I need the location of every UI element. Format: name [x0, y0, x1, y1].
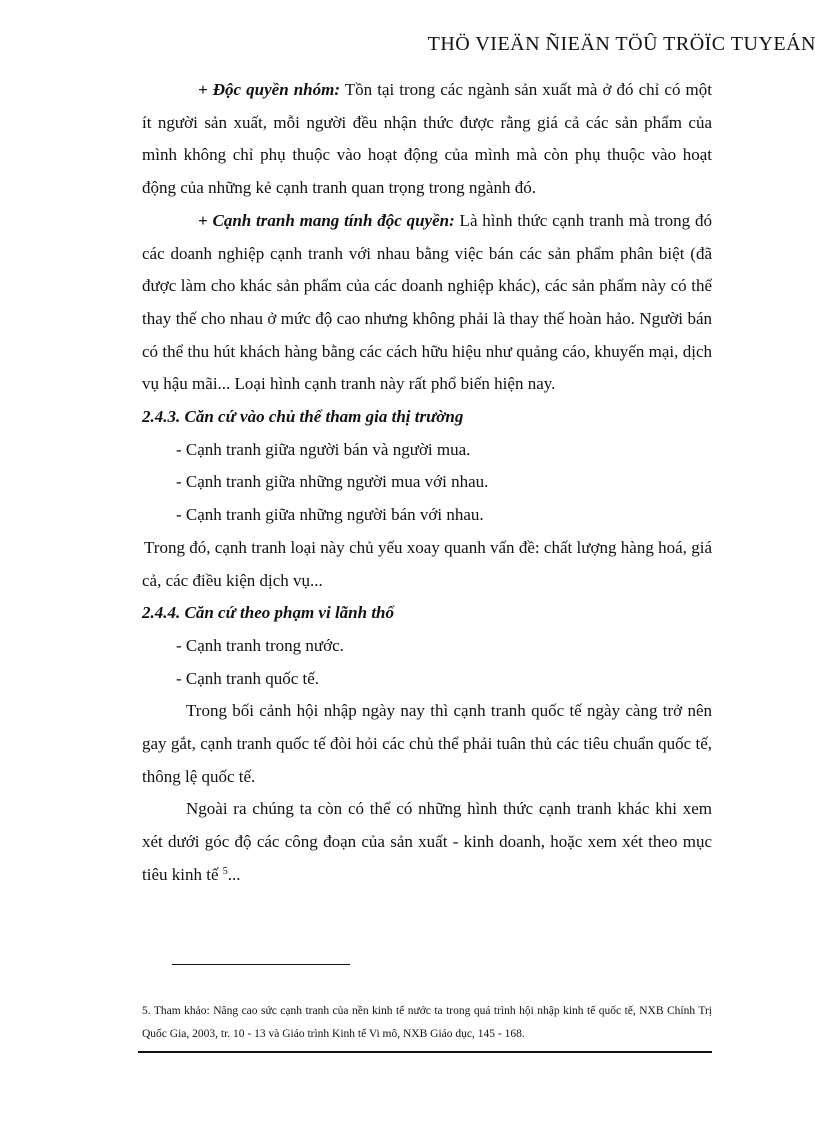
term-oligopoly: + Độc quyền nhóm: [198, 80, 341, 99]
section-heading-2-4-3: 2.4.3. Căn cứ vào chủ thể tham gia thị trường [142, 407, 464, 427]
document-body [142, 74, 712, 892]
list-item: - Cạnh tranh giữa những người mua với nhau. [176, 472, 489, 492]
other-forms-text: Ngoài ra chúng ta còn có thể có những hình thức cạnh tranh khác khi xem xét dưới góc độ các công đoạn của sản xuất - kinh doanh, hoặc xem xét theo mục tiêu kinh tế [142, 799, 712, 884]
oligopoly-definition: Tồn tại trong các ngành sản xuất mà ở đó chỉ có một ít người sản xuất, mỗi người đều nhận thức được rằng giá cả các sản phẩm của mình không chỉ phụ thuộc vào hoạt động của mình mà còn phụ thuộc vào hoạt động của những kẻ cạnh tranh quan trọng trong ngành đó. [142, 80, 712, 198]
page-bottom-rule [138, 1051, 712, 1053]
paragraph-oligopoly [142, 74, 712, 205]
paragraph-other-forms [142, 793, 712, 891]
footnote: 5. Tham khảo: Nâng cao sức cạnh tranh của nền kinh tế nước ta trong quá trình hội nhập kinh tế quốc tế, NXB Chính Trị Quốc Gia, 2003, tr. 10 - 13 và Giáo trình Kinh tế Vi mô, NXB Giáo dục, 145 - 168. [142, 1005, 712, 1040]
term-monopolistic-competition: + Cạnh tranh mang tính độc quyền: [198, 210, 455, 230]
footnote-reference[interactable]: 5 [222, 865, 228, 877]
list-item: - Cạnh tranh quốc tế. [176, 668, 320, 688]
paragraph-monopolistic-competition [142, 205, 712, 401]
page-header: THÖ VIEÄN ÑIEÄN TÖÛ TRÖÏC TUYEÁN [427, 33, 816, 55]
list-item: - Cạnh tranh giữa những người bán với nhau. [176, 505, 484, 525]
list-item: - Cạnh tranh giữa người bán và người mua. [176, 439, 471, 459]
paragraph-international-competition: Trong bối cảnh hội nhập ngày nay thì cạnh tranh quốc tế ngày càng trở nên gay gắt, cạnh tranh quốc tế đòi hỏi các chủ thể phải tuân thủ các tiêu chuẩn quốc tế, thông lệ quốc tế. [142, 701, 712, 786]
list-item: - Cạnh tranh trong nước. [176, 635, 344, 655]
monopolistic-competition-definition: Là hình thức cạnh tranh mà trong đó các doanh nghiệp cạnh tranh với nhau bằng việc bán các sản phẩm phân biệt (đã được làm cho khác sản phẩm của các doanh nghiệp khác), các sản phẩm này có thể thay thế cho nhau ở mức độ cao nhưng không phải là thay thế hoàn hảo. Người bán có thể thu hút khách hàng bằng các cách hữu hiệu như quảng cáo, khuyến mại, dịch vụ hậu mãi... Loại hình cạnh tranh này rất phổ biến hiện nay. [142, 210, 712, 394]
footnote-separator [172, 964, 350, 965]
ellipsis: ... [227, 864, 241, 884]
paragraph-market-participants: Trong đó, cạnh tranh loại này chủ yếu xoay quanh vấn đề: chất lượng hàng hoá, giá cả, các điều kiện dịch vụ... [142, 537, 712, 590]
section-heading-2-4-4: 2.4.4. Căn cứ theo phạm vi lãnh thổ [142, 603, 395, 623]
